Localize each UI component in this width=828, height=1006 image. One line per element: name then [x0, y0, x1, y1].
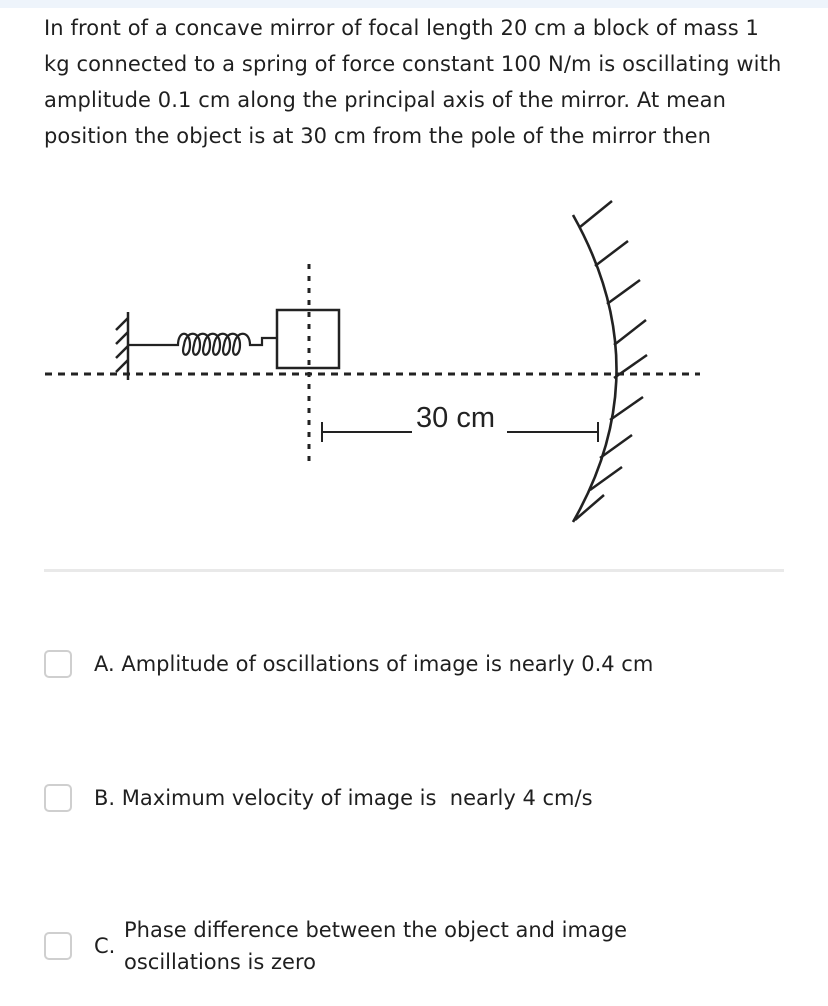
option-c-line1: Phase difference between the object and image: [124, 918, 628, 942]
physics-diagram: [0, 190, 828, 540]
option-a-text: [94, 648, 653, 680]
mirror-hatching: [575, 201, 647, 520]
option-a-letter: A.: [94, 652, 115, 676]
option-c[interactable]: [44, 914, 627, 978]
option-a[interactable]: [44, 648, 653, 680]
option-b-label: Maximum velocity of image is nearly 4 cm/s: [121, 786, 593, 810]
wall: [116, 312, 128, 380]
option-b-checkbox[interactable]: [44, 784, 72, 812]
option-c-checkbox[interactable]: [44, 932, 72, 960]
spring: [128, 334, 276, 355]
option-c-letter: C.: [94, 934, 116, 958]
option-a-label: Amplitude of oscillations of image is nearly 0.4 cm: [121, 652, 654, 676]
option-b[interactable]: [44, 782, 593, 814]
option-a-checkbox[interactable]: [44, 650, 72, 678]
option-b-text: [94, 782, 593, 814]
question-text: In front of a concave mirror of focal length 20 cm a block of mass 1 kg connected to a spring of force constant 100 N/m is oscillating with amplitude 0.1 cm along the principal axis of the mirror. At mean position the object is at 30 cm from the pole of the mirror then: [44, 16, 782, 148]
option-b-letter: B.: [94, 786, 116, 810]
distance-label: 30 cm: [416, 402, 495, 434]
option-c-line2: oscillations is zero: [124, 950, 316, 974]
divider: [44, 569, 784, 572]
top-strip: [0, 0, 828, 8]
option-c-text: [124, 914, 627, 978]
